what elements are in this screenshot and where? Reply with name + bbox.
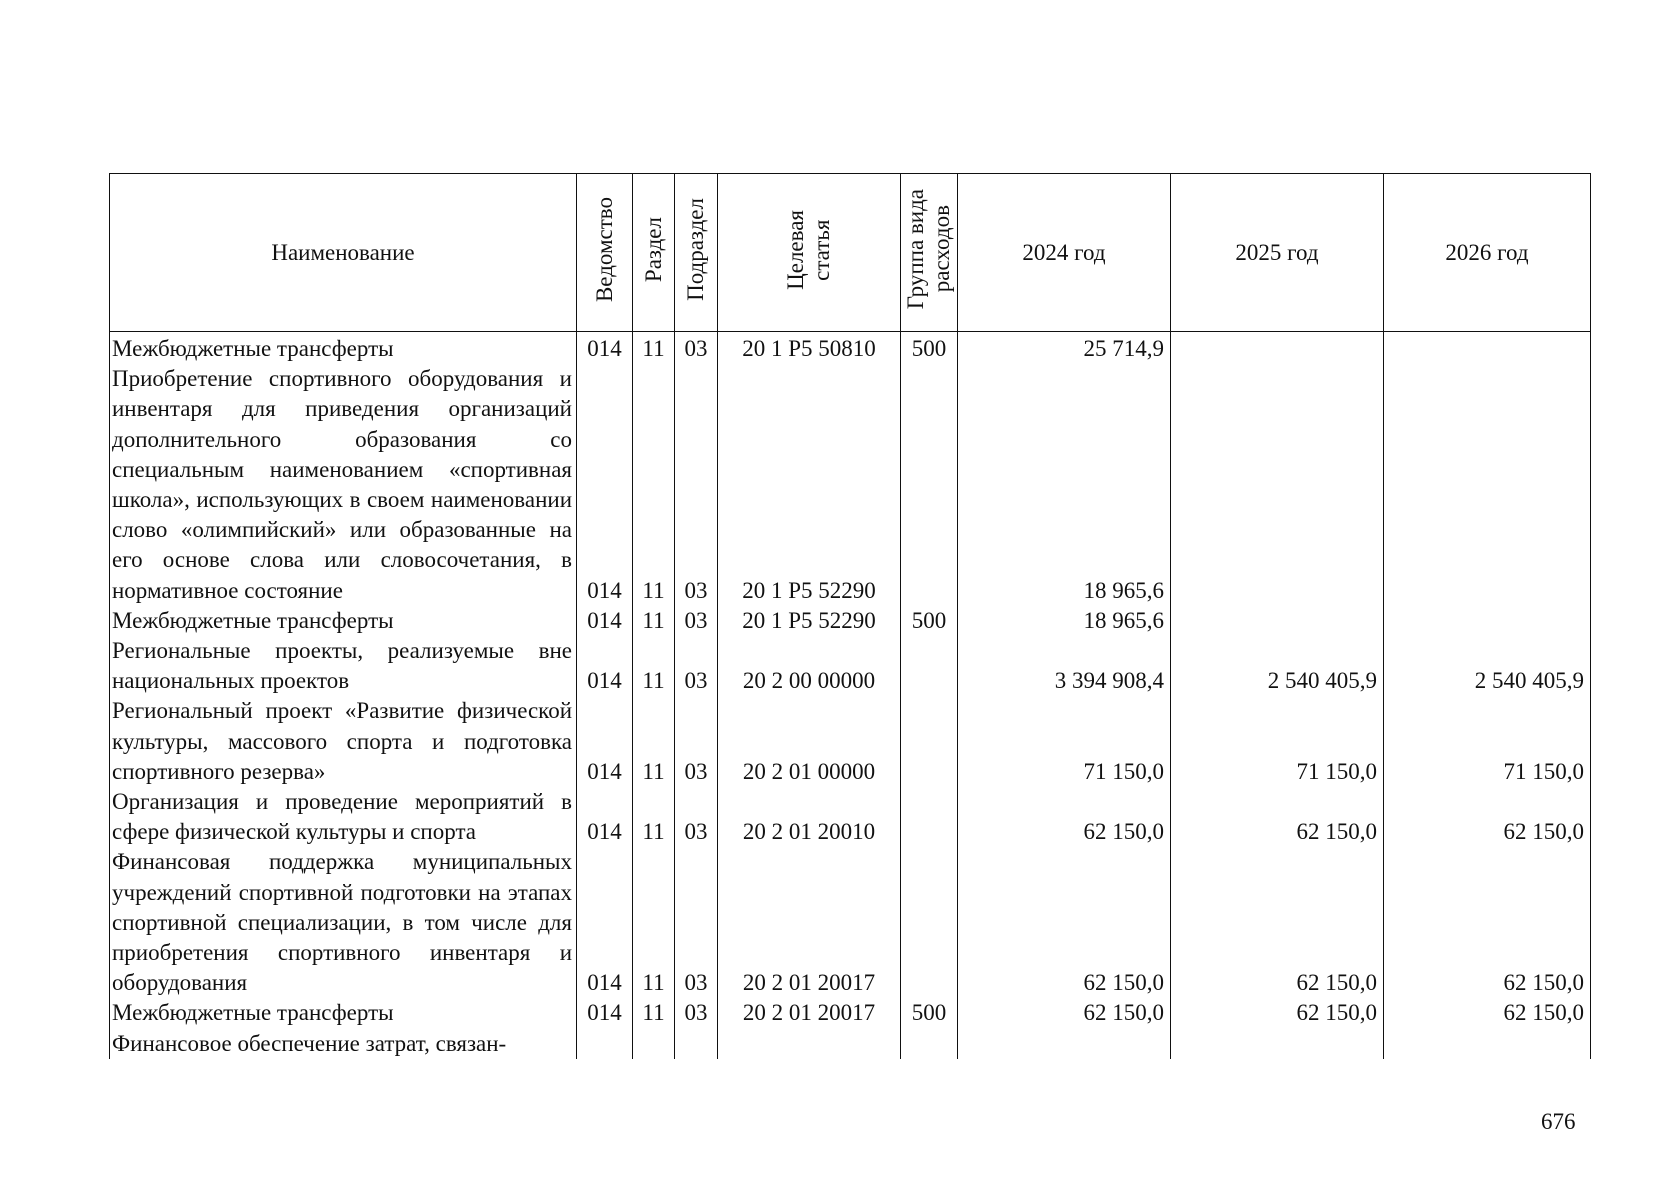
cell-2025: 71 150,0 xyxy=(1171,696,1384,787)
table-body xyxy=(110,332,1591,1059)
cell-expense-group: 500 xyxy=(901,332,958,365)
table-row xyxy=(110,696,1591,787)
header-vedomstvo-label: Ведомство xyxy=(591,196,617,303)
cell-2026 xyxy=(1384,332,1591,365)
cell-2025 xyxy=(1171,332,1384,365)
cell-expense-group xyxy=(901,847,958,998)
cell-vedomstvo: 014 xyxy=(577,636,633,696)
table-row xyxy=(110,636,1591,696)
cell-target: 20 2 01 20010 xyxy=(718,787,901,847)
cell-2026: 62 150,0 xyxy=(1384,847,1591,998)
cell-expense-group: 500 xyxy=(901,606,958,636)
cell-expense-group xyxy=(901,636,958,696)
cell-2024: 18 965,6 xyxy=(958,606,1171,636)
cell-vedomstvo xyxy=(577,1029,633,1059)
cell-expense-group xyxy=(901,787,958,847)
header-2026: 2026 год xyxy=(1384,174,1591,332)
table-row xyxy=(110,332,1591,365)
table-row xyxy=(110,787,1591,847)
cell-podrazdel: 03 xyxy=(675,636,718,696)
cell-2026: 71 150,0 xyxy=(1384,696,1591,787)
cell-2025 xyxy=(1171,606,1384,636)
cell-target: 20 2 01 20017 xyxy=(718,847,901,998)
cell-2025: 62 150,0 xyxy=(1171,787,1384,847)
cell-vedomstvo: 014 xyxy=(577,787,633,847)
cell-name: Межбюджетные трансферты xyxy=(110,998,577,1028)
cell-2026 xyxy=(1384,606,1591,636)
cell-2026: 62 150,0 xyxy=(1384,787,1591,847)
header-name: Наименование xyxy=(110,174,577,332)
cell-2024: 25 714,9 xyxy=(958,332,1171,365)
cell-2025 xyxy=(1171,364,1384,606)
table-row xyxy=(110,364,1591,606)
page-number: 676 xyxy=(1541,1109,1576,1134)
cell-podrazdel: 03 xyxy=(675,332,718,365)
cell-razdel: 11 xyxy=(633,847,675,998)
cell-2024: 62 150,0 xyxy=(958,787,1171,847)
cell-name: Финансовая поддержка муниципальных учреждений спортивной подготовки на этапах спортивной специализации, в том числе для приобретения спортивного инвентаря и оборудования xyxy=(110,847,577,998)
cell-2025: 2 540 405,9 xyxy=(1171,636,1384,696)
cell-target: 20 1 P5 50810 xyxy=(718,332,901,365)
cell-razdel: 11 xyxy=(633,636,675,696)
cell-target: 20 2 00 00000 xyxy=(718,636,901,696)
cell-razdel: 11 xyxy=(633,696,675,787)
cell-vedomstvo: 014 xyxy=(577,332,633,365)
cell-2024: 71 150,0 xyxy=(958,696,1171,787)
header-expense-group xyxy=(901,174,958,332)
cell-podrazdel: 03 xyxy=(675,847,718,998)
cell-podrazdel xyxy=(675,1029,718,1059)
table-row xyxy=(110,1029,1591,1059)
cell-name: Приобретение спортивного оборудования и инвентаря для приведения организаций дополнительного образования со специальным наименованием «спортивная школа», использующих в своем наименовании слово «олимпийский» или образованные на его основе слова или словосочетания, в нормативное состояние xyxy=(110,364,577,606)
cell-2026 xyxy=(1384,364,1591,606)
cell-target: 20 1 P5 52290 xyxy=(718,364,901,606)
cell-2025: 62 150,0 xyxy=(1171,998,1384,1028)
table-row xyxy=(110,847,1591,998)
header-target xyxy=(718,174,901,332)
header-razdel-label: Раздел xyxy=(640,216,666,283)
table-row xyxy=(110,606,1591,636)
cell-2024: 18 965,6 xyxy=(958,364,1171,606)
cell-name: Межбюджетные трансферты xyxy=(110,332,577,365)
cell-2024: 62 150,0 xyxy=(958,998,1171,1028)
header-vedomstvo xyxy=(577,174,633,332)
cell-2026: 62 150,0 xyxy=(1384,998,1591,1028)
cell-vedomstvo: 014 xyxy=(577,847,633,998)
cell-podrazdel: 03 xyxy=(675,696,718,787)
header-podrazdel xyxy=(675,174,718,332)
cell-expense-group xyxy=(901,696,958,787)
header-razdel xyxy=(633,174,675,332)
cell-name: Межбюджетные трансферты xyxy=(110,606,577,636)
cell-razdel xyxy=(633,1029,675,1059)
cell-target xyxy=(718,1029,901,1059)
cell-vedomstvo: 014 xyxy=(577,696,633,787)
cell-2026 xyxy=(1384,1029,1591,1059)
cell-target: 20 1 P5 52290 xyxy=(718,606,901,636)
budget-table xyxy=(109,173,1591,1059)
cell-2024: 3 394 908,4 xyxy=(958,636,1171,696)
cell-razdel: 11 xyxy=(633,364,675,606)
header-2025: 2025 год xyxy=(1171,174,1384,332)
cell-razdel: 11 xyxy=(633,332,675,365)
cell-razdel: 11 xyxy=(633,998,675,1028)
header-expense-group-label: Группа вида расходов xyxy=(903,189,954,310)
cell-name: Организация и проведение мероприятий в сфере физической культуры и спорта xyxy=(110,787,577,847)
cell-2025 xyxy=(1171,1029,1384,1059)
cell-2024: 62 150,0 xyxy=(958,847,1171,998)
header-2024: 2024 год xyxy=(958,174,1171,332)
cell-razdel: 11 xyxy=(633,606,675,636)
cell-target: 20 2 01 20017 xyxy=(718,998,901,1028)
cell-vedomstvo: 014 xyxy=(577,606,633,636)
cell-2026: 2 540 405,9 xyxy=(1384,636,1591,696)
cell-name: Финансовое обеспечение затрат, связан- xyxy=(110,1029,577,1059)
cell-2025: 62 150,0 xyxy=(1171,847,1384,998)
cell-expense-group xyxy=(901,364,958,606)
cell-podrazdel: 03 xyxy=(675,998,718,1028)
header-podrazdel-label: Подраздел xyxy=(683,198,708,301)
cell-vedomstvo: 014 xyxy=(577,998,633,1028)
cell-vedomstvo: 014 xyxy=(577,364,633,606)
table-header-row xyxy=(110,174,1591,332)
cell-target: 20 2 01 00000 xyxy=(718,696,901,787)
table-row xyxy=(110,998,1591,1028)
cell-name: Региональный проект «Развитие физической культуры, массового спорта и подготовка спортивного резерва» xyxy=(110,696,577,787)
cell-podrazdel: 03 xyxy=(675,606,718,636)
cell-podrazdel: 03 xyxy=(675,787,718,847)
cell-expense-group xyxy=(901,1029,958,1059)
cell-podrazdel: 03 xyxy=(675,364,718,606)
cell-2024 xyxy=(958,1029,1171,1059)
header-target-label: Целевая статья xyxy=(783,209,834,290)
cell-razdel: 11 xyxy=(633,787,675,847)
cell-name: Региональные проекты, реализуемые вне национальных проектов xyxy=(110,636,577,696)
cell-expense-group: 500 xyxy=(901,998,958,1028)
